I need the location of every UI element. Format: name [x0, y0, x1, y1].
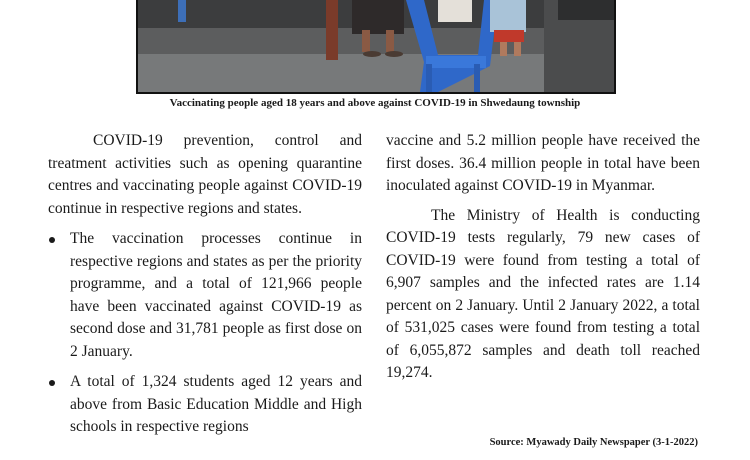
intro-paragraph: COVID-19 prevention, control and treatment activities such as opening quarantine centres and vaccinating people against COVID-19 continue in respective regions and states. — [48, 132, 362, 217]
left-column — [48, 130, 362, 447]
continued-paragraph: vaccine and 5.2 million people have received the first doses. 36.4 million people in total have been inoculated against COVID-19 in Myanmar. — [386, 132, 700, 194]
right-column — [386, 130, 700, 385]
source-credit: Source: Myawady Daily Newspaper (3-1-2022) — [489, 437, 698, 448]
list-item — [48, 228, 362, 363]
photo-caption: Vaccinating people aged 18 years and above against COVID-19 in Shwedaung township — [169, 97, 581, 109]
bullet-icon — [49, 237, 55, 243]
bullet-list — [48, 228, 362, 439]
ministry-paragraph: The Ministry of Health is conducting COVID-19 tests regularly, 79 new cases of COVID-19 were found from testing a total of 6,907 samples and the infected rates are 1.14 percent on 2 January. Until 2 January 2022, a total of 531,025 cases were found from testing a total of 6,055,872 samples and death toll reached 19,274. — [386, 206, 700, 381]
vaccination-scene-image — [138, 0, 614, 92]
list-item — [48, 371, 362, 439]
bullet-text: A total of 1,324 students aged 12 years and above from Basic Education Middle and High schools in respective regions — [70, 373, 362, 435]
bullet-text: The vaccination processes continue in respective regions and states as per the priority programme, and a total of 121,966 people have been vaccinated against COVID-19 as second dose and 31,781 people as first dose on 2 January. — [70, 230, 362, 360]
vaccination-photo — [136, 0, 616, 94]
bullet-icon — [49, 380, 55, 386]
